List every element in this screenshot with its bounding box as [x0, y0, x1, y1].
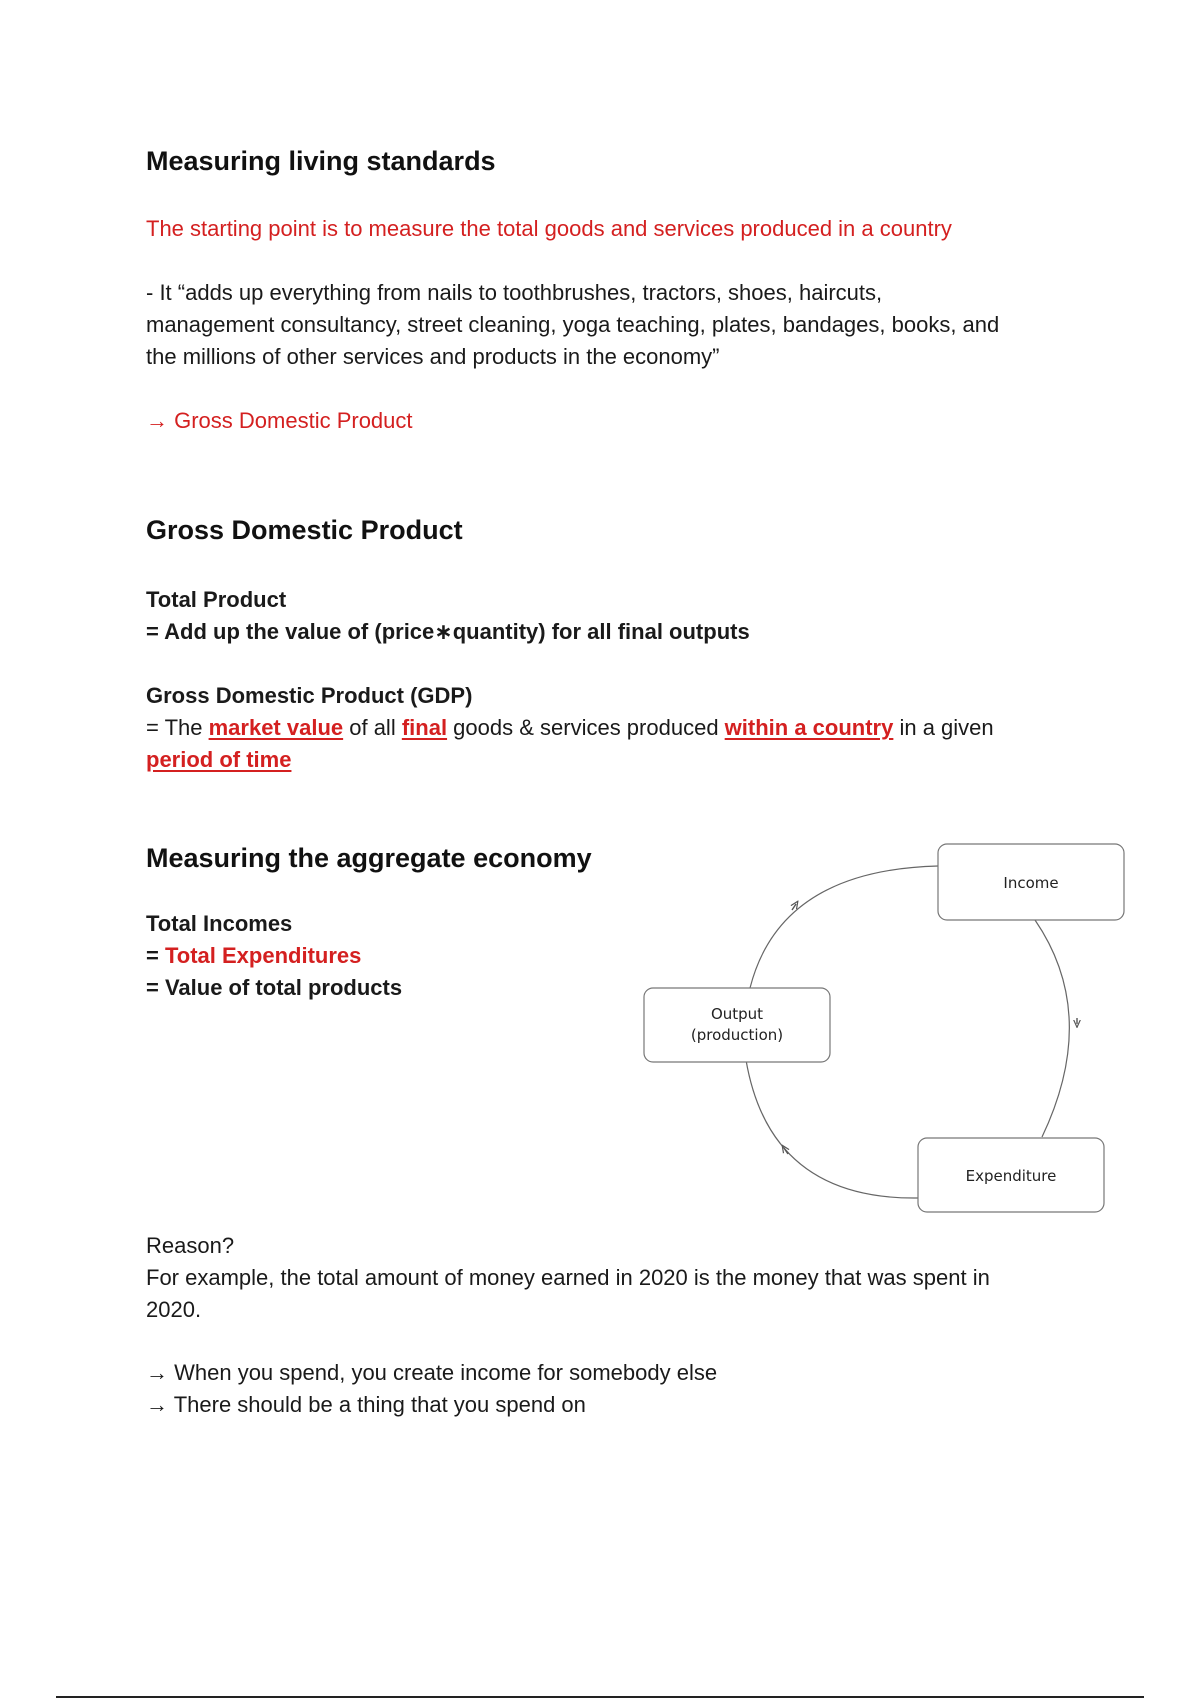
- arrow-link-gdp: → Gross Domestic Product: [146, 408, 413, 433]
- total-product-block: [146, 584, 750, 648]
- identity-block: [146, 908, 402, 1004]
- reason-example-line2: 2020.: [146, 1297, 202, 1322]
- heading-gross-domestic-product: Gross Domestic Product: [146, 515, 463, 545]
- expenditure-label: Expenditure: [965, 1167, 1057, 1185]
- arrowhead-upper-left-icon: [792, 904, 796, 910]
- income-label: Income: [1003, 874, 1059, 892]
- term-period-of-time: period of time: [146, 747, 292, 772]
- flow-arc-expenditure-to-output: [746, 1060, 918, 1198]
- gdp-def-mid1: of all: [343, 715, 402, 740]
- gdp-label: Gross Domestic Product (GDP): [146, 683, 473, 708]
- value-total-products-line: = Value of total products: [146, 975, 403, 1000]
- term-within-a-country: within a country: [724, 715, 894, 740]
- eq-prefix: =: [146, 943, 165, 968]
- term-market-value: market value: [208, 715, 344, 740]
- quote-line-3: the millions of other services and products in the economy”: [146, 344, 720, 369]
- reason-block: [146, 1230, 990, 1326]
- intro-statement: The starting point is to measure the total goods and services produced in a country: [146, 216, 952, 241]
- heading-measuring-living-standards: Measuring living standards: [146, 146, 496, 176]
- gdp-def-prefix: = The: [146, 715, 209, 740]
- reason-bullet-1: → When you spend, you create income for somebody else: [146, 1360, 718, 1385]
- total-incomes-label: Total Incomes: [146, 911, 293, 936]
- flow-arc-income-to-expenditure: [1035, 920, 1069, 1137]
- output-label: Output: [710, 1005, 764, 1023]
- gdp-def-mid2: goods & services produced: [447, 715, 725, 740]
- reason-bullets: [146, 1357, 717, 1421]
- gdp-block: [146, 680, 1106, 776]
- quote-block: [146, 277, 999, 373]
- gdp-def-mid3: in a given: [893, 715, 994, 740]
- heading-measuring-aggregate-economy: Measuring the aggregate economy: [146, 843, 592, 873]
- reason-example-line1: For example, the total amount of money earned in 2020 is the money that was spent in: [146, 1265, 990, 1290]
- gdp-definition-line1: [146, 712, 1106, 744]
- gdp-definition-line2: [146, 744, 1106, 776]
- page-bottom-rule: [56, 1696, 1144, 1698]
- term-final: final: [401, 715, 448, 740]
- total-product-definition: = Add up the value of (price∗quantity) for all final outputs: [146, 619, 750, 644]
- quote-line-2: management consultancy, street cleaning, yoga teaching, plates, bandages, books, and: [146, 312, 1000, 337]
- output-sublabel: (production): [690, 1026, 784, 1044]
- flow-arc-output-to-income: [750, 866, 938, 988]
- total-product-label: Total Product: [146, 587, 287, 612]
- total-expenditures-line: [146, 940, 402, 972]
- output-box: [644, 988, 830, 1062]
- reason-question: Reason?: [146, 1233, 235, 1258]
- circular-flow-diagram: [630, 830, 1140, 1220]
- reason-bullet-2: → There should be a thing that you spend on: [146, 1392, 586, 1417]
- quote-line-1: - It “adds up everything from nails to toothbrushes, tractors, shoes, haircuts,: [146, 280, 883, 305]
- total-expenditures-term: Total Expenditures: [164, 943, 362, 968]
